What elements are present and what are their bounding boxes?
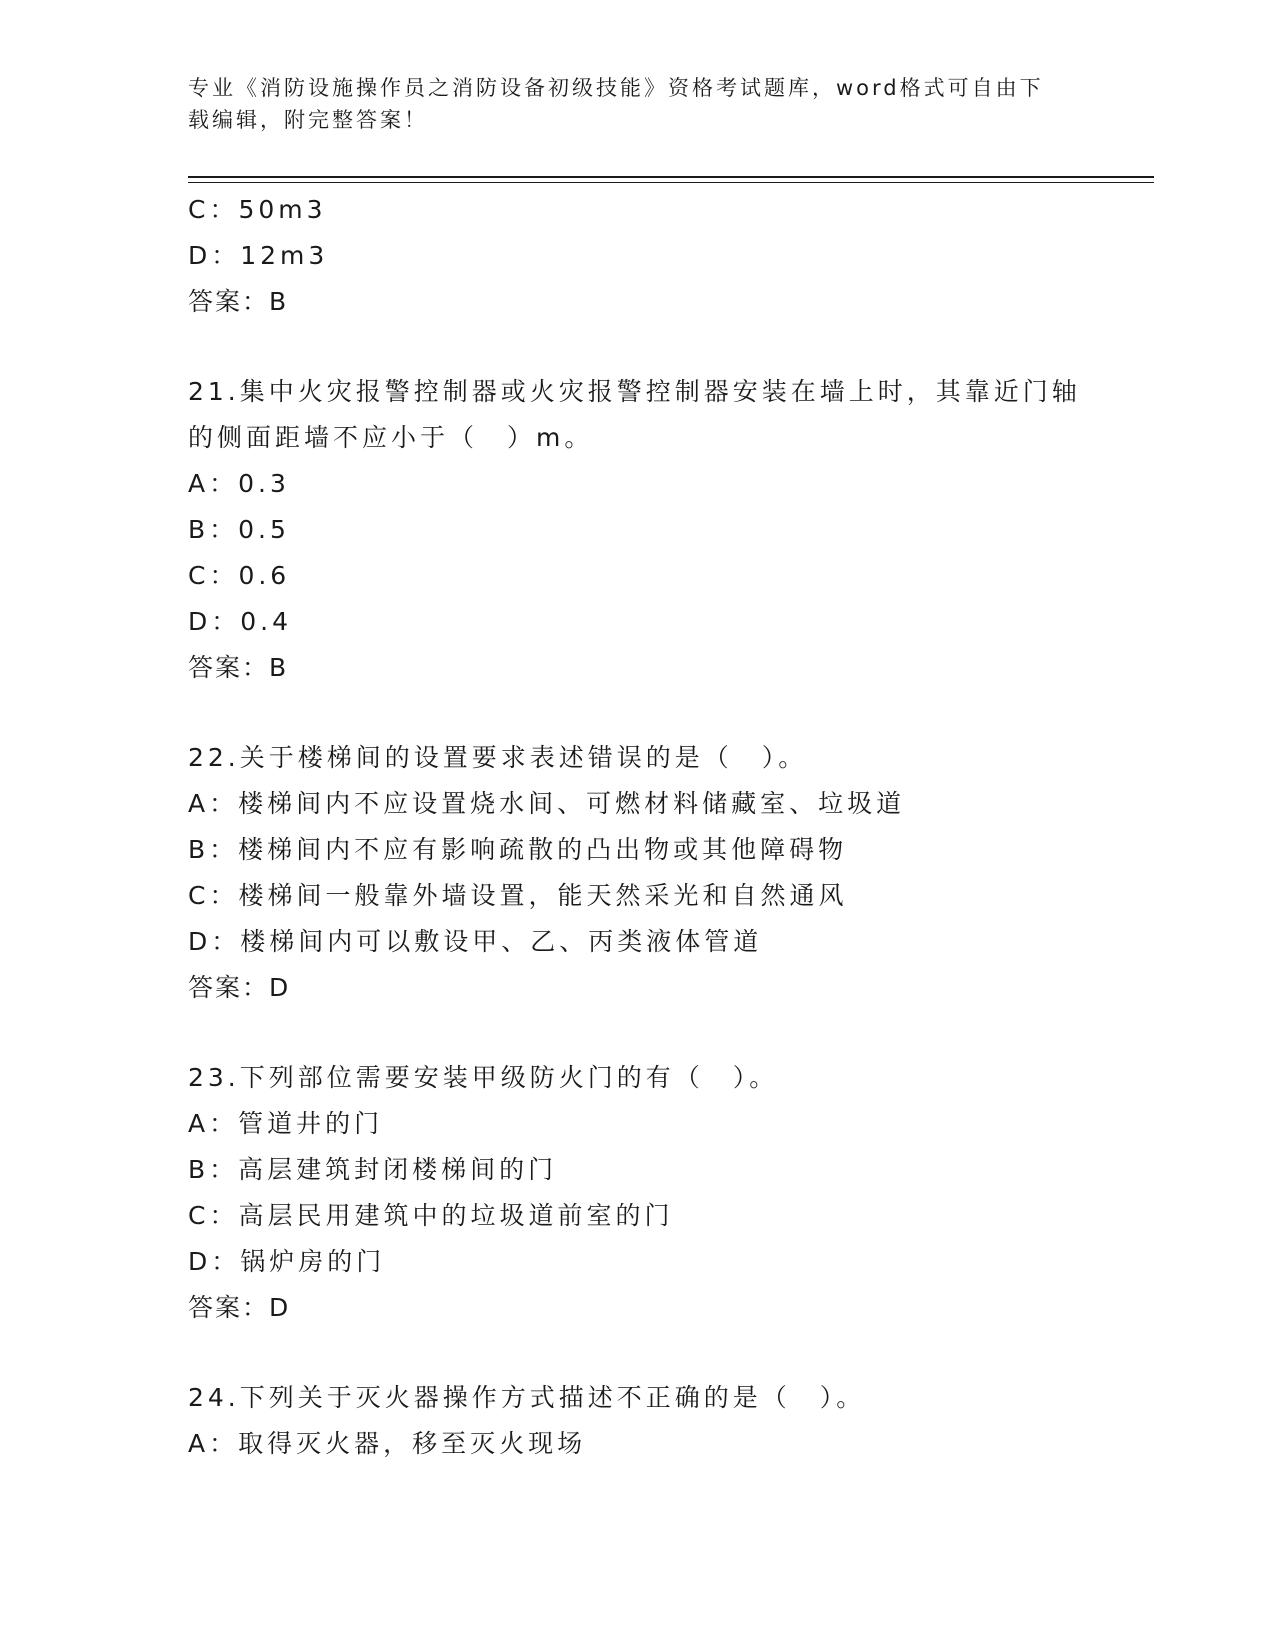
question-21-option-a: A：0.3 <box>188 469 290 498</box>
page-header <box>188 72 1068 136</box>
question-23-answer: 答案：D <box>188 1293 291 1322</box>
question-22-option-a: A：楼梯间内不应设置烧水间、可燃材料储藏室、垃圾道 <box>188 789 906 818</box>
question-21 <box>188 369 1088 691</box>
prev-option-c: C：50m3 <box>188 195 327 224</box>
question-21-stem-line-2: 的侧面距墙不应小于（ ）m。 <box>188 423 594 452</box>
question-22-option-d: D：楼梯间内可以敷设甲、乙、丙类液体管道 <box>188 927 763 956</box>
question-22-answer: 答案：D <box>188 973 291 1002</box>
question-23-stem: 23.下列部位需要安装甲级防火门的有（ ）。 <box>188 1063 779 1092</box>
question-list <box>188 187 1088 1467</box>
prev-option-d: D：12m3 <box>188 241 329 270</box>
question-23-option-d: D：锅炉房的门 <box>188 1247 386 1276</box>
question-21-stem-line-1: 21.集中火灾报警控制器或火灾报警控制器安装在墙上时，其靠近门轴 <box>188 377 1081 406</box>
question-24 <box>188 1375 1088 1467</box>
question-21-option-b: B：0.5 <box>188 515 290 544</box>
question-21-answer: 答案：B <box>188 653 289 682</box>
question-23-option-c: C：高层民用建筑中的垃圾道前室的门 <box>188 1201 674 1230</box>
question-22-stem: 22.关于楼梯间的设置要求表述错误的是（ ）。 <box>188 743 808 772</box>
question-23 <box>188 1055 1088 1331</box>
question-22-option-c: C：楼梯间一般靠外墙设置，能天然采光和自然通风 <box>188 881 848 910</box>
question-21-option-d: D：0.4 <box>188 607 293 636</box>
header-line-2: 载编辑，附完整答案！ <box>188 108 428 132</box>
question-24-stem: 24.下列关于灭火器操作方式描述不正确的是（ ）。 <box>188 1383 866 1412</box>
question-23-option-a: A：管道井的门 <box>188 1109 384 1138</box>
header-rule <box>188 176 1154 183</box>
question-23-option-b: B：高层建筑封闭楼梯间的门 <box>188 1155 558 1184</box>
question-24-option-a: A：取得灭火器，移至灭火现场 <box>188 1429 587 1458</box>
question-21-option-c: C：0.6 <box>188 561 291 590</box>
header-line-1: 专业《消防设施操作员之消防设备初级技能》资格考试题库，word格式可自由下 <box>188 76 1044 100</box>
question-22-option-b: B：楼梯间内不应有影响疏散的凸出物或其他障碍物 <box>188 835 848 864</box>
prev-answer: 答案：B <box>188 287 289 316</box>
question-22 <box>188 735 1088 1011</box>
